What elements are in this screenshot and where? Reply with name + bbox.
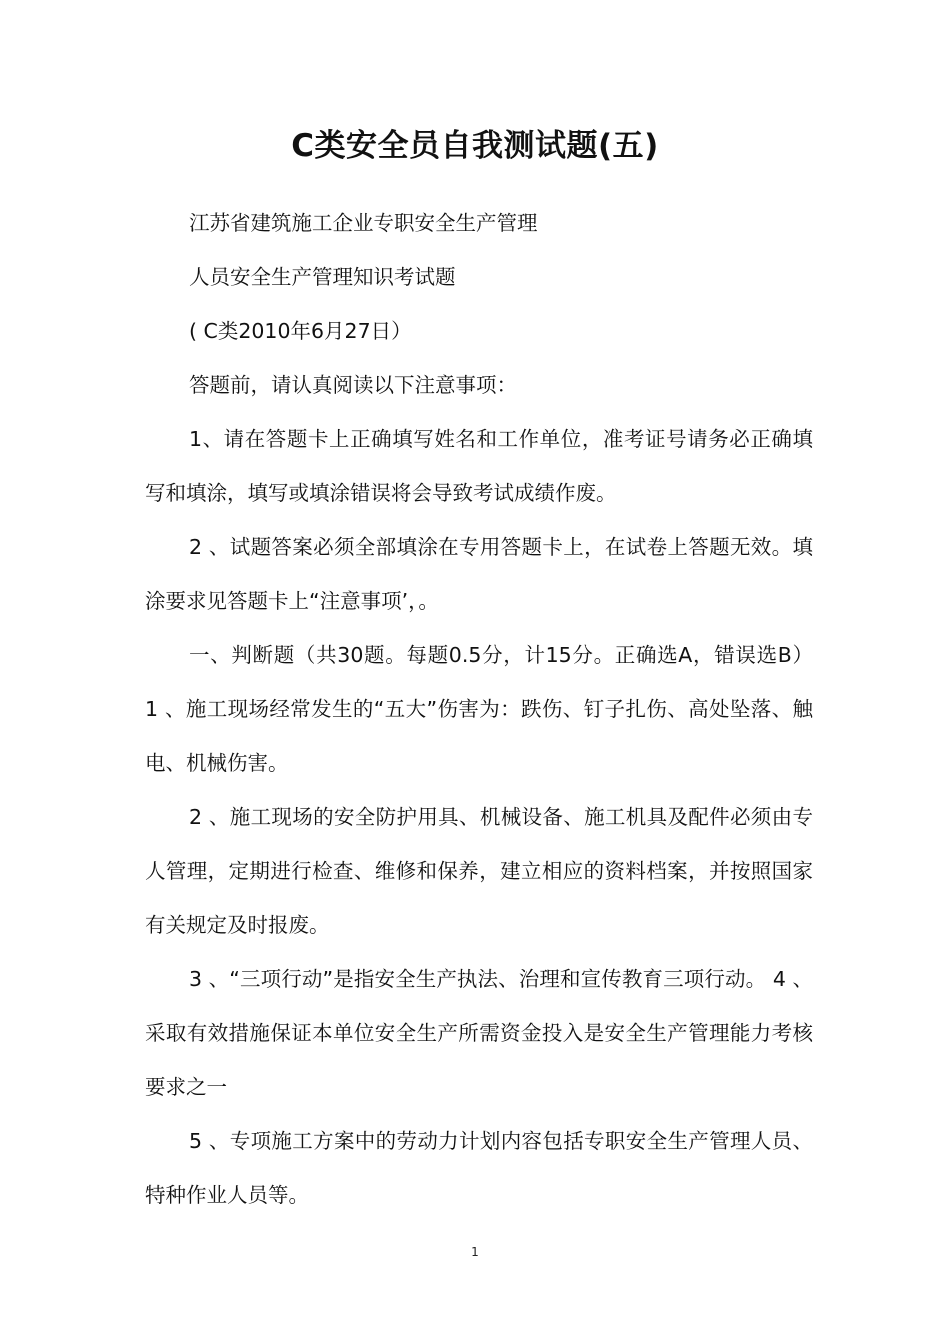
paragraph-notice-1: 1、请在答题卡上正确填写姓名和工作单位，准考证号请务必正确填写和填涂，填写或填涂错误将会导致考试成绩作废。 [145,427,813,505]
document-title: C类安全员自我测试题(五) [291,128,659,164]
paragraph-section-true-false: 一、判断题（共30题。每题0.5分，计15分。正确选A，错误选B） 1 、施工现场经常发生的“五大”伤害为：跌伤、钉子扎伤、高处坠落、触电、机械伤害。 [145,643,813,775]
paragraph-notice-intro: 答题前，请认真阅读以下注意事项： [189,373,517,397]
paragraph-notice-2: 2 、试题答案必须全部填涂在专用答题卡上，在试卷上答题无效。填涂要求见答题卡上“注意事项’，。 [145,535,813,613]
paragraph-question-3-4: 3 、“三项行动”是指安全生产执法、治理和宣传教育三项行动。 4 、采取有效措施保证本单位安全生产所需资金投入是安全生产管理能力考核要求之一 [145,967,813,1099]
document-body [145,196,813,1222]
page-number: 1 [471,1245,479,1259]
paragraph-question-5: 5 、专项施工方案中的劳动力计划内容包括专职安全生产管理人员、特种作业人员等。 [145,1129,813,1207]
paragraph-province-heading: 江苏省建筑施工企业专职安全生产管理 [189,211,538,235]
paragraph-question-2: 2 、施工现场的安全防护用具、机械设备、施工机具及配件必须由专人管理，定期进行检查、维修和保养，建立相应的资料档案，并按照国家有关规定及时报废。 [145,805,813,937]
paragraph-exam-date: ( C类2010年6月27日） [189,319,412,343]
paragraph-exam-name: 人员安全生产管理知识考试题 [189,265,456,289]
